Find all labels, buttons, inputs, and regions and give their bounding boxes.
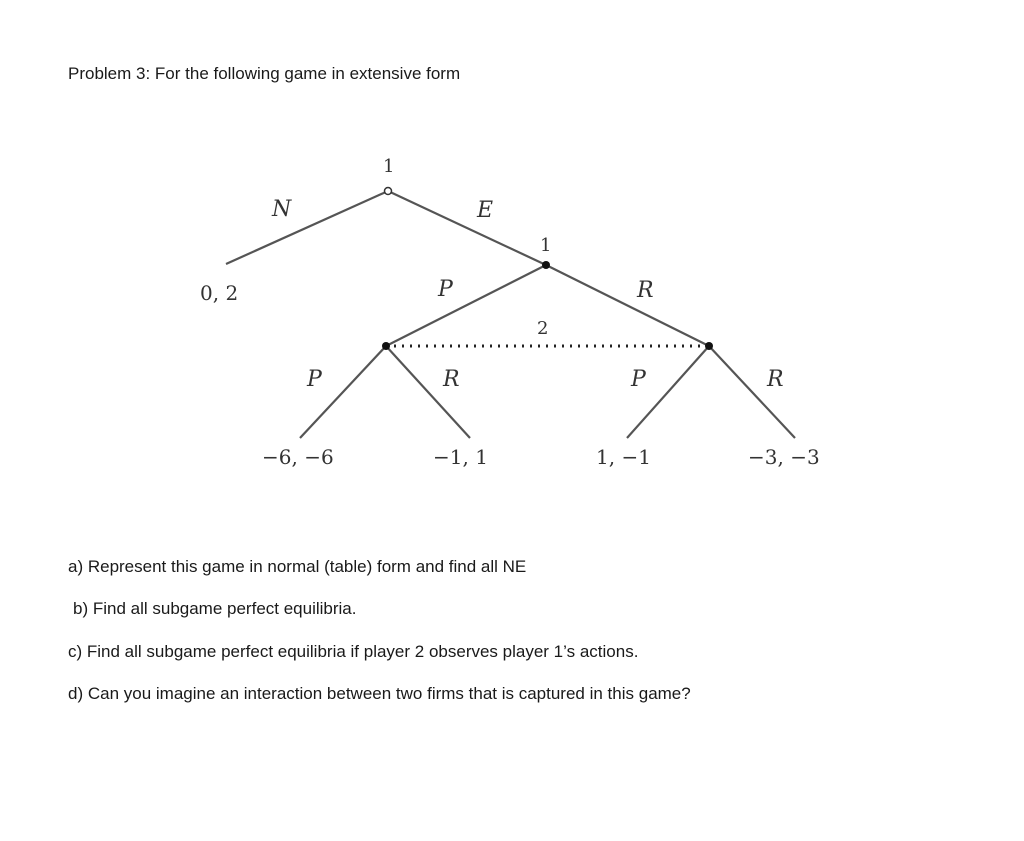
problem-heading: Problem 3: For the following game in extensive form xyxy=(68,64,461,83)
action-label-R-right: R xyxy=(767,367,784,392)
edge-R-right xyxy=(709,346,795,438)
action-label-N: N xyxy=(272,197,292,222)
action-label-P-right: P xyxy=(631,367,646,392)
edge-P-top xyxy=(386,265,549,346)
action-label-P-left: P xyxy=(307,367,322,392)
action-label-R-left: R xyxy=(443,367,460,392)
action-label-E: E xyxy=(477,198,494,223)
node-player2-left xyxy=(382,342,390,350)
node-player2-right xyxy=(705,342,713,350)
question-d: d) Can you imagine an interaction between two firms that is captured in this game? xyxy=(68,684,691,703)
action-label-R-top: R xyxy=(637,278,654,303)
root-node xyxy=(385,188,392,195)
question-a: a) Represent this game in normal (table) form and find all NE xyxy=(68,557,527,576)
edge-P-left xyxy=(300,346,386,438)
payoff-P-R: −1, 1 xyxy=(433,445,488,469)
edge-R-left xyxy=(386,346,470,438)
edge-N xyxy=(226,191,388,264)
action-label-P-top: P xyxy=(438,277,453,302)
payoff-N: 0, 2 xyxy=(200,281,239,305)
edge-E xyxy=(388,191,546,265)
payoff-P-P: −6, −6 xyxy=(262,445,334,469)
question-c: c) Find all subgame perfect equilibria if player 2 observes player 1’s actions. xyxy=(68,642,639,661)
root-player-label: 1 xyxy=(383,156,395,177)
edge-R-top xyxy=(546,265,709,346)
question-b: b) Find all subgame perfect equilibria. xyxy=(73,599,357,618)
payoff-R-R: −3, −3 xyxy=(748,445,820,469)
payoff-R-P: 1, −1 xyxy=(596,445,651,469)
info-set-player-label: 2 xyxy=(537,318,549,339)
edge-P-right xyxy=(627,346,709,438)
second-player1-label: 1 xyxy=(540,235,552,256)
node-player1-second xyxy=(542,261,550,269)
